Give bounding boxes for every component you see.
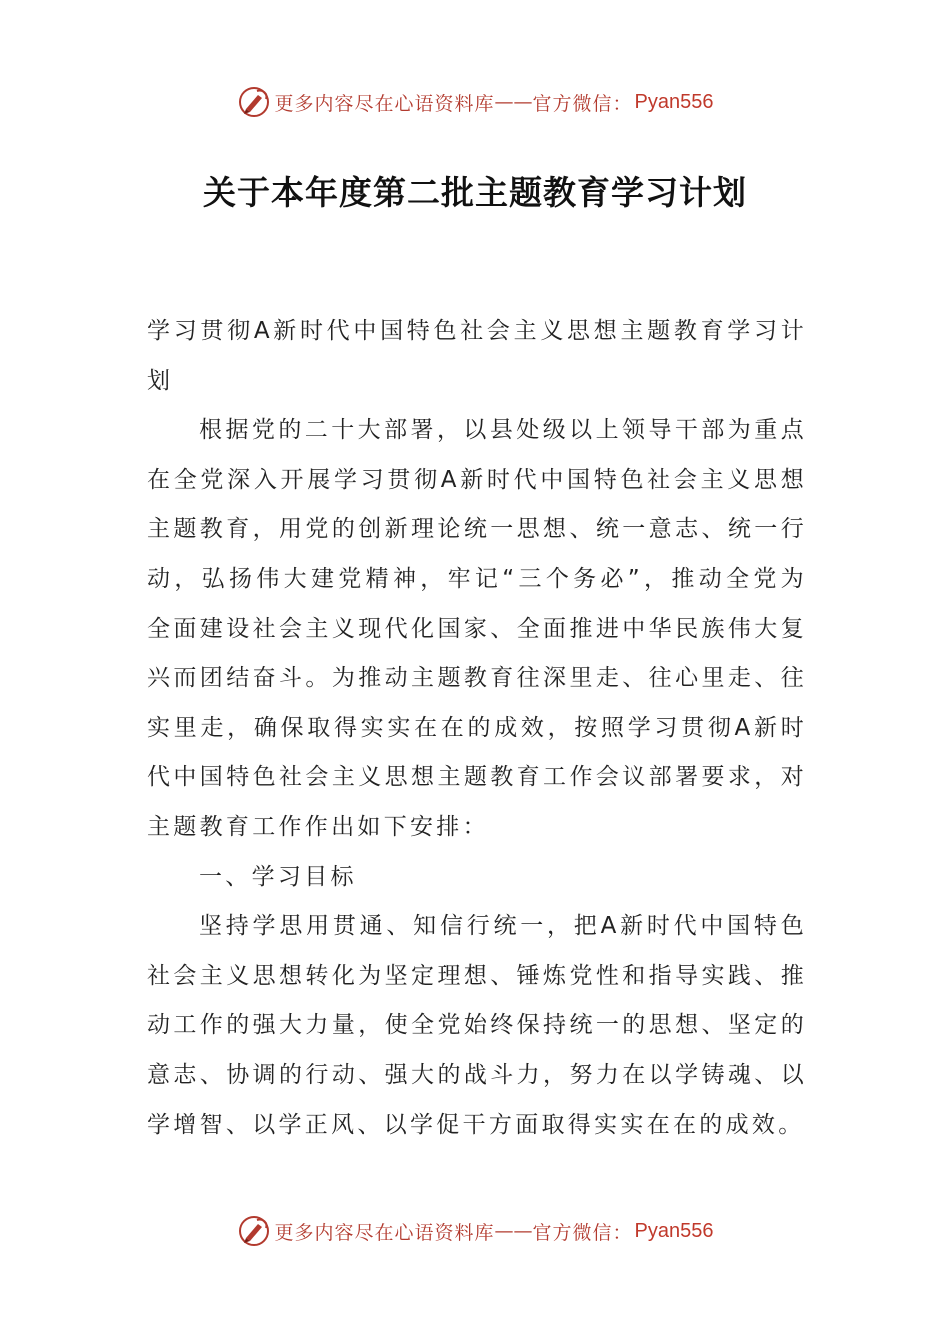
document-title: 关于本年度第二批主题教育学习计划 xyxy=(203,173,747,212)
document-body xyxy=(147,307,807,1150)
watermark-text: 更多内容尽在心语资料库 xyxy=(274,92,495,115)
watermark-banner-bottom xyxy=(0,1211,950,1251)
watermark-contact-label: 官方微信： xyxy=(532,1221,633,1244)
watermark-separator: —— xyxy=(494,91,533,113)
watermark-contact-id: Pyan556 xyxy=(634,1219,714,1242)
watermark-contact-label: 官方微信： xyxy=(532,92,633,115)
section-heading-goals: 一、学习目标 xyxy=(199,863,357,890)
pen-circle-logo-icon xyxy=(237,85,271,119)
watermark-text: 更多内容尽在心语资料库 xyxy=(274,1221,495,1244)
document-subtitle: 学习贯彻A新时代中国特色社会主义思想主题教育学习计划 xyxy=(147,318,807,394)
pen-circle-logo-icon xyxy=(237,1214,271,1248)
watermark-separator: —— xyxy=(494,1220,533,1242)
watermark-banner-top xyxy=(0,82,950,122)
watermark-contact-id: Pyan556 xyxy=(634,90,714,113)
paragraph-goals: 坚持学思用贯通、知信行统一，把A新时代中国特色社会主义思想转化为坚定理想、锤炼党性和指导实践、推动工作的强大力量，使全党始终保持统一的思想、坚定的意志、协调的行动、强大的战斗力，努力在以学铸魂、以学增智、以学正风、以学促干方面取得实实在在的成效。 xyxy=(147,913,807,1138)
paragraph-intro: 根据党的二十大部署，以县处级以上领导干部为重点在全党深入开展学习贯彻A新时代中国特色社会主义思想主题教育，用党的创新理论统一思想、统一意志、统一行动，弘扬伟大建党精神，牢记“三个务必”，推动全党为全面建设社会主义现代化国家、全面推进中华民族伟大复兴而团结奋斗。为推动主题教育往深里走、往心里走、往实里走，确保取得实实在在的成效，按照学习贯彻A新时代中国特色社会主义思想主题教育工作会议部署要求，对主题教育工作作出如下安排： xyxy=(147,417,807,840)
